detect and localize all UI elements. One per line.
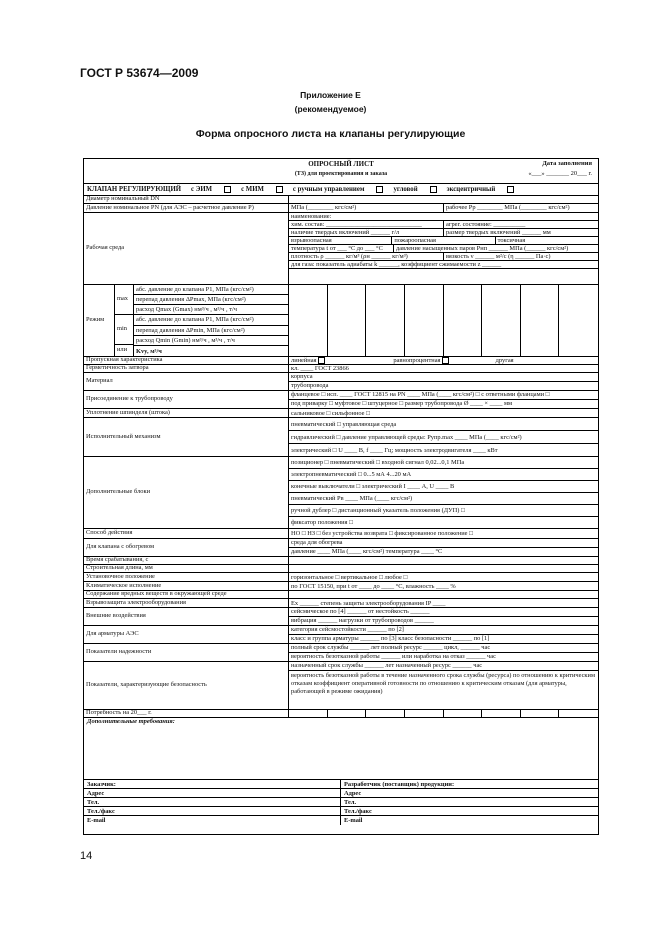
- explosion-field[interactable]: Ex ______ степень защиты электрооборудования IP ____: [289, 599, 598, 608]
- checkbox-icon: [442, 357, 449, 364]
- dn-label: Диаметр номинальный DN: [84, 196, 289, 204]
- tightness-field[interactable]: кл. ____ ГОСТ 23866: [289, 365, 598, 373]
- external-label: Внешние воздействия: [84, 608, 289, 626]
- checkbox-icon: [376, 186, 383, 193]
- npp-fields[interactable]: категория сейсмостойкости ______ по [2] класс и группа арматуры ______ по [3] класс безопасности ______ по [1]: [289, 626, 598, 644]
- response-time-label: Время срабатывания, с: [84, 557, 289, 565]
- action-field[interactable]: НО □ НЗ □ без устройства возврата □ фиксированное положение □: [289, 529, 598, 539]
- blocks-fields[interactable]: позиционер □ пневматический □ входной сигнал 0,02...0,1 МПа электропневматический □ 0...5 мА 4...20 мА конечные выключатели □ электрический I ____ А, U ____ В пневматический Pв ____ МПа (____ кгс/см²) ручной дублер □ дистанционный указатель положения (ДУП) □ фиксатор положения □: [289, 457, 598, 529]
- install-field[interactable]: горизонтальное □ вертикальное □ любое □: [289, 573, 598, 582]
- checkbox-icon: [507, 186, 514, 193]
- connection-fields[interactable]: фланцевое □ исп. ____ ГОСТ 12815 на PN ____ МПа (____ кгс/см²) □ с ответными фланцами □ под приварку □ муфтовое □ штуцерное □ размер трубопровода Ø ____ × ____ мм: [289, 391, 598, 409]
- climate-label: Климатическое исполнение: [84, 582, 289, 591]
- response-time-field[interactable]: [289, 557, 598, 565]
- valve-option-manual[interactable]: с ручным управлением: [293, 186, 384, 193]
- harmful-field[interactable]: [289, 591, 598, 599]
- seal-field[interactable]: сальниковое □ сильфонное □: [289, 409, 598, 418]
- developer-email[interactable]: E-mail: [344, 817, 363, 824]
- developer-fax[interactable]: Тел./факс: [341, 807, 598, 816]
- mode-grid[interactable]: [289, 285, 598, 357]
- date-label: Дата заполнения: [542, 160, 592, 167]
- seal-label: Уплотнение шпинделя (штока): [84, 409, 289, 418]
- external-fields[interactable]: сейсмическое по [4] ______ от нестойкость ______ вибрация ______ нагрузки от трубопроводов ______: [289, 608, 598, 626]
- climate-field[interactable]: по ГОСТ 15150, при t от ____ до ____ °С, влажность ____ %: [289, 582, 598, 591]
- material-label: Материал: [84, 373, 289, 391]
- pn-field[interactable]: МПа (________ кгс/см²) рабочее Pр ________ МПа (________ кгс/см²): [289, 204, 598, 213]
- material-fields[interactable]: корпуса трубопровода: [289, 373, 598, 391]
- checkbox-icon: [430, 186, 437, 193]
- customer-email[interactable]: E-mail: [84, 816, 341, 825]
- mode-label-block: Режим max min или абс. давление до клапана P1, МПа (кгс/см²) перепад давления ΔPmax, МПа (кгс/см²) расход Qmax (Gmax) нм³/ч , м³/ч , т/ч абс. давление до клапана P1, МПа (кгс/см²) перепад давления ΔPmin, МПа (кгс/см²) расход Qmin (Gmin) нм³/ч , м³/ч , т/ч Kvy, м³/ч: [84, 285, 289, 357]
- tightness-label: Герметичность затвора: [84, 365, 289, 373]
- length-field[interactable]: [289, 565, 598, 573]
- connection-label: Присоединение к трубопроводу: [84, 391, 289, 409]
- heated-label: Для клапана с обогревом: [84, 539, 289, 557]
- heated-fields[interactable]: среда для обогрева давление ____ МПа (____ кгс/см²) температура ____ °С: [289, 539, 598, 557]
- blocks-label: Дополнительные блоки: [84, 457, 289, 529]
- valve-type-label: КЛАПАН РЕГУЛИРУЮЩИЙ: [87, 185, 182, 193]
- form-body: [84, 196, 598, 718]
- customer-fax[interactable]: Тел./факс: [84, 807, 341, 816]
- appendix-subtitle: (рекомендуемое): [294, 104, 367, 114]
- checkbox-icon: [224, 186, 231, 193]
- throughput-options[interactable]: линейная равнопроцентная другая: [289, 357, 598, 365]
- extra-requirements[interactable]: Дополнительные требования:: [84, 718, 598, 780]
- appendix-heading: Форма опросного листа на клапаны регулирующие: [195, 128, 466, 140]
- valve-option-mim[interactable]: с МИМ: [241, 186, 283, 193]
- action-label: Способ действия: [84, 529, 289, 539]
- questionnaire-form: [83, 158, 599, 835]
- developer-address[interactable]: Адрес: [341, 789, 598, 798]
- customer-address[interactable]: Адрес: [84, 789, 341, 798]
- install-label: Установочное положение: [84, 573, 289, 582]
- date-value[interactable]: «___» _______ 20___ г.: [528, 170, 592, 177]
- throughput-label: Пропускная характеристика: [84, 357, 289, 365]
- actuator-label: Исполнительный механизм: [84, 418, 289, 457]
- safety-fields[interactable]: назначенный срок службы ______ лет назначенный ресурс ______ час вероятность безотказной работы в течение назначенного срока службы (ресурса) по отношению к критическим отказам коэффициент оперативной готовности по отношению к критическим отказам (для арматуры, работающей в режиме ожидания): [289, 662, 598, 710]
- valve-option-eim[interactable]: с ЭИМ: [191, 186, 231, 193]
- valve-option-eccentric[interactable]: эксцентричный: [447, 186, 515, 193]
- medium-fields[interactable]: наименование: хим. состав: ______________________________ агрег. состояние: __________ наличие твердых включений ______ г/л размер твердых включений ______ мм взрывоопасная пожароопасная токсичная температура t от ___ °С до ___ °С давление насыщенных паров Pнп ______ МПа (______ кгс/см²) плотность ρ ______ кг/м³ (ρн ______ кг/м³) вязкость ν ______ м²/с (η ______ Па·с) для газа: показатель адиабаты k ______, коэффициент сжимаемости z ______: [289, 213, 598, 285]
- pn-label: Давление номинальное PN (для АЭС – расчетное давление P): [84, 204, 289, 213]
- checkbox-icon: [318, 357, 325, 364]
- actuator-fields[interactable]: пневматический □ управляющая среда гидравлический □ давление управляющей среды: Pупр.max ____ МПа (____ кгс/см²) электрический □ U ____ В, f ____ Гц; мощность электродвигателя ____ кВт: [289, 418, 598, 457]
- valve-type-row: [84, 184, 598, 196]
- developer-phone[interactable]: Тел.: [341, 798, 598, 807]
- need-grid[interactable]: [289, 710, 598, 718]
- appendix-title: Приложение Е: [300, 90, 361, 100]
- length-label: Строительная длина, мм: [84, 565, 289, 573]
- explosion-label: Взрывозащита электрооборудования: [84, 599, 289, 608]
- harmful-label: Содержание вредных веществ в окружающей среде: [84, 591, 289, 599]
- customer-label: Заказчик:: [84, 780, 341, 789]
- medium-label: Рабочая среда: [84, 213, 289, 285]
- form-title: ОПРОСНЫЙ ЛИСТ: [308, 160, 374, 168]
- checkbox-icon: [276, 186, 283, 193]
- dn-field[interactable]: [289, 196, 598, 204]
- developer-label: Разработчик (поставщик) продукции:: [341, 780, 598, 789]
- form-subtitle: (ТЗ) для проектирования и заказа: [294, 171, 388, 177]
- page-number: 14: [80, 850, 93, 862]
- reliability-fields[interactable]: полный срок службы ______ лет полный ресурс ______ цикл, ______ час вероятность безотказной работы ______ или наработка на отказ ______ час: [289, 644, 598, 662]
- safety-label: Показатели, характеризующие безопасность: [84, 662, 289, 710]
- customer-phone[interactable]: Тел.: [84, 798, 341, 807]
- valve-option-angle[interactable]: угловой: [393, 186, 436, 193]
- reliability-label: Показатели надежности: [84, 644, 289, 662]
- doc-id: ГОСТ Р 53674—2009: [80, 66, 199, 80]
- need-label: Потребность на 20___ г.: [84, 710, 289, 718]
- npp-label: Для арматуры АЭС: [84, 626, 289, 644]
- contacts-block: [84, 780, 598, 825]
- form-header: [84, 159, 598, 184]
